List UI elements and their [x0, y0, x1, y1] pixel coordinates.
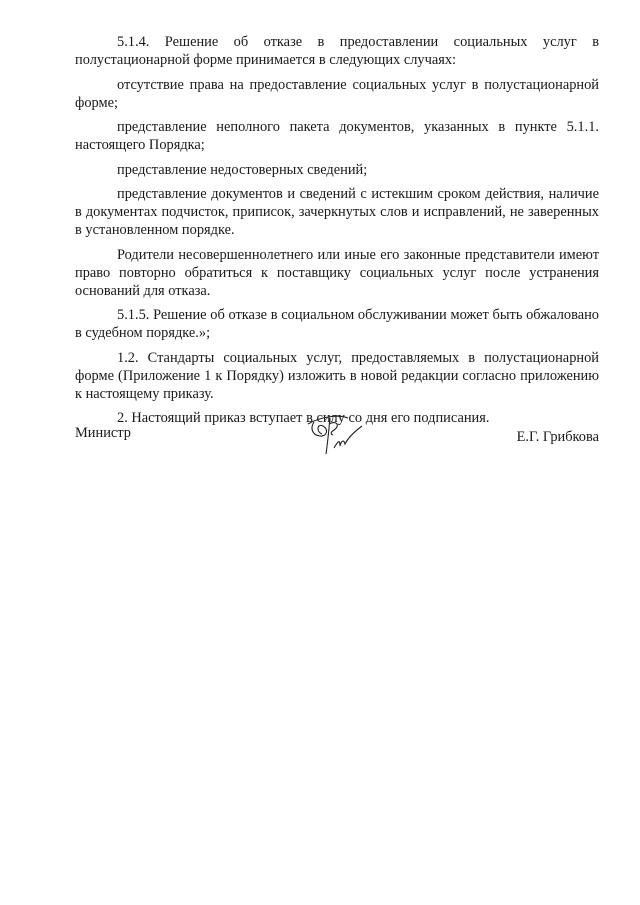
document-body — [75, 33, 599, 434]
signatory-title: Министр — [75, 425, 131, 441]
signature-block — [75, 408, 599, 468]
paragraph-expired-documents: представление документов и сведений с истекшим сроком действия, наличие в документах подчисток, приписок, зачеркнутых слов и исправлений, не заверенных в установленном порядке. — [75, 186, 599, 238]
paragraph-no-right: отсутствие права на предоставление социальных услуг в полустационарной форме; — [75, 76, 599, 111]
paragraph-1-2: 1.2. Стандарты социальных услуг, предоставляемых в полустационарной форме (Приложение 1 к Порядку) изложить в новой редакции согласно приложению к настоящему приказу. — [75, 349, 599, 402]
handwritten-signature — [300, 408, 370, 464]
paragraph-unreliable-info: представление недостоверных сведений; — [117, 161, 368, 178]
paragraph-5-1-4: 5.1.4. Решение об отказе в предоставлении социальных услуг в полустационарной форме принимается в следующих случаях: — [75, 34, 599, 68]
signatory-name: Е.Г. Грибкова — [516, 429, 599, 445]
paragraph-2: 2. Настоящий приказ вступает в силу со дня его подписания. — [117, 410, 490, 426]
paragraph-incomplete-package: представление неполного пакета документов, указанных в пункте 5.1.1. настоящего Порядка; — [75, 119, 599, 153]
paragraph-5-1-5: 5.1.5. Решение об отказе в социальном обслуживании может быть обжаловано в судебном порядке.»; — [75, 307, 599, 341]
paragraph-parents-right: Родители несовершеннолетнего или иные его законные представители имеют право повторно обратиться к поставщику социальных услуг после устранения оснований для отказа. — [75, 246, 599, 299]
